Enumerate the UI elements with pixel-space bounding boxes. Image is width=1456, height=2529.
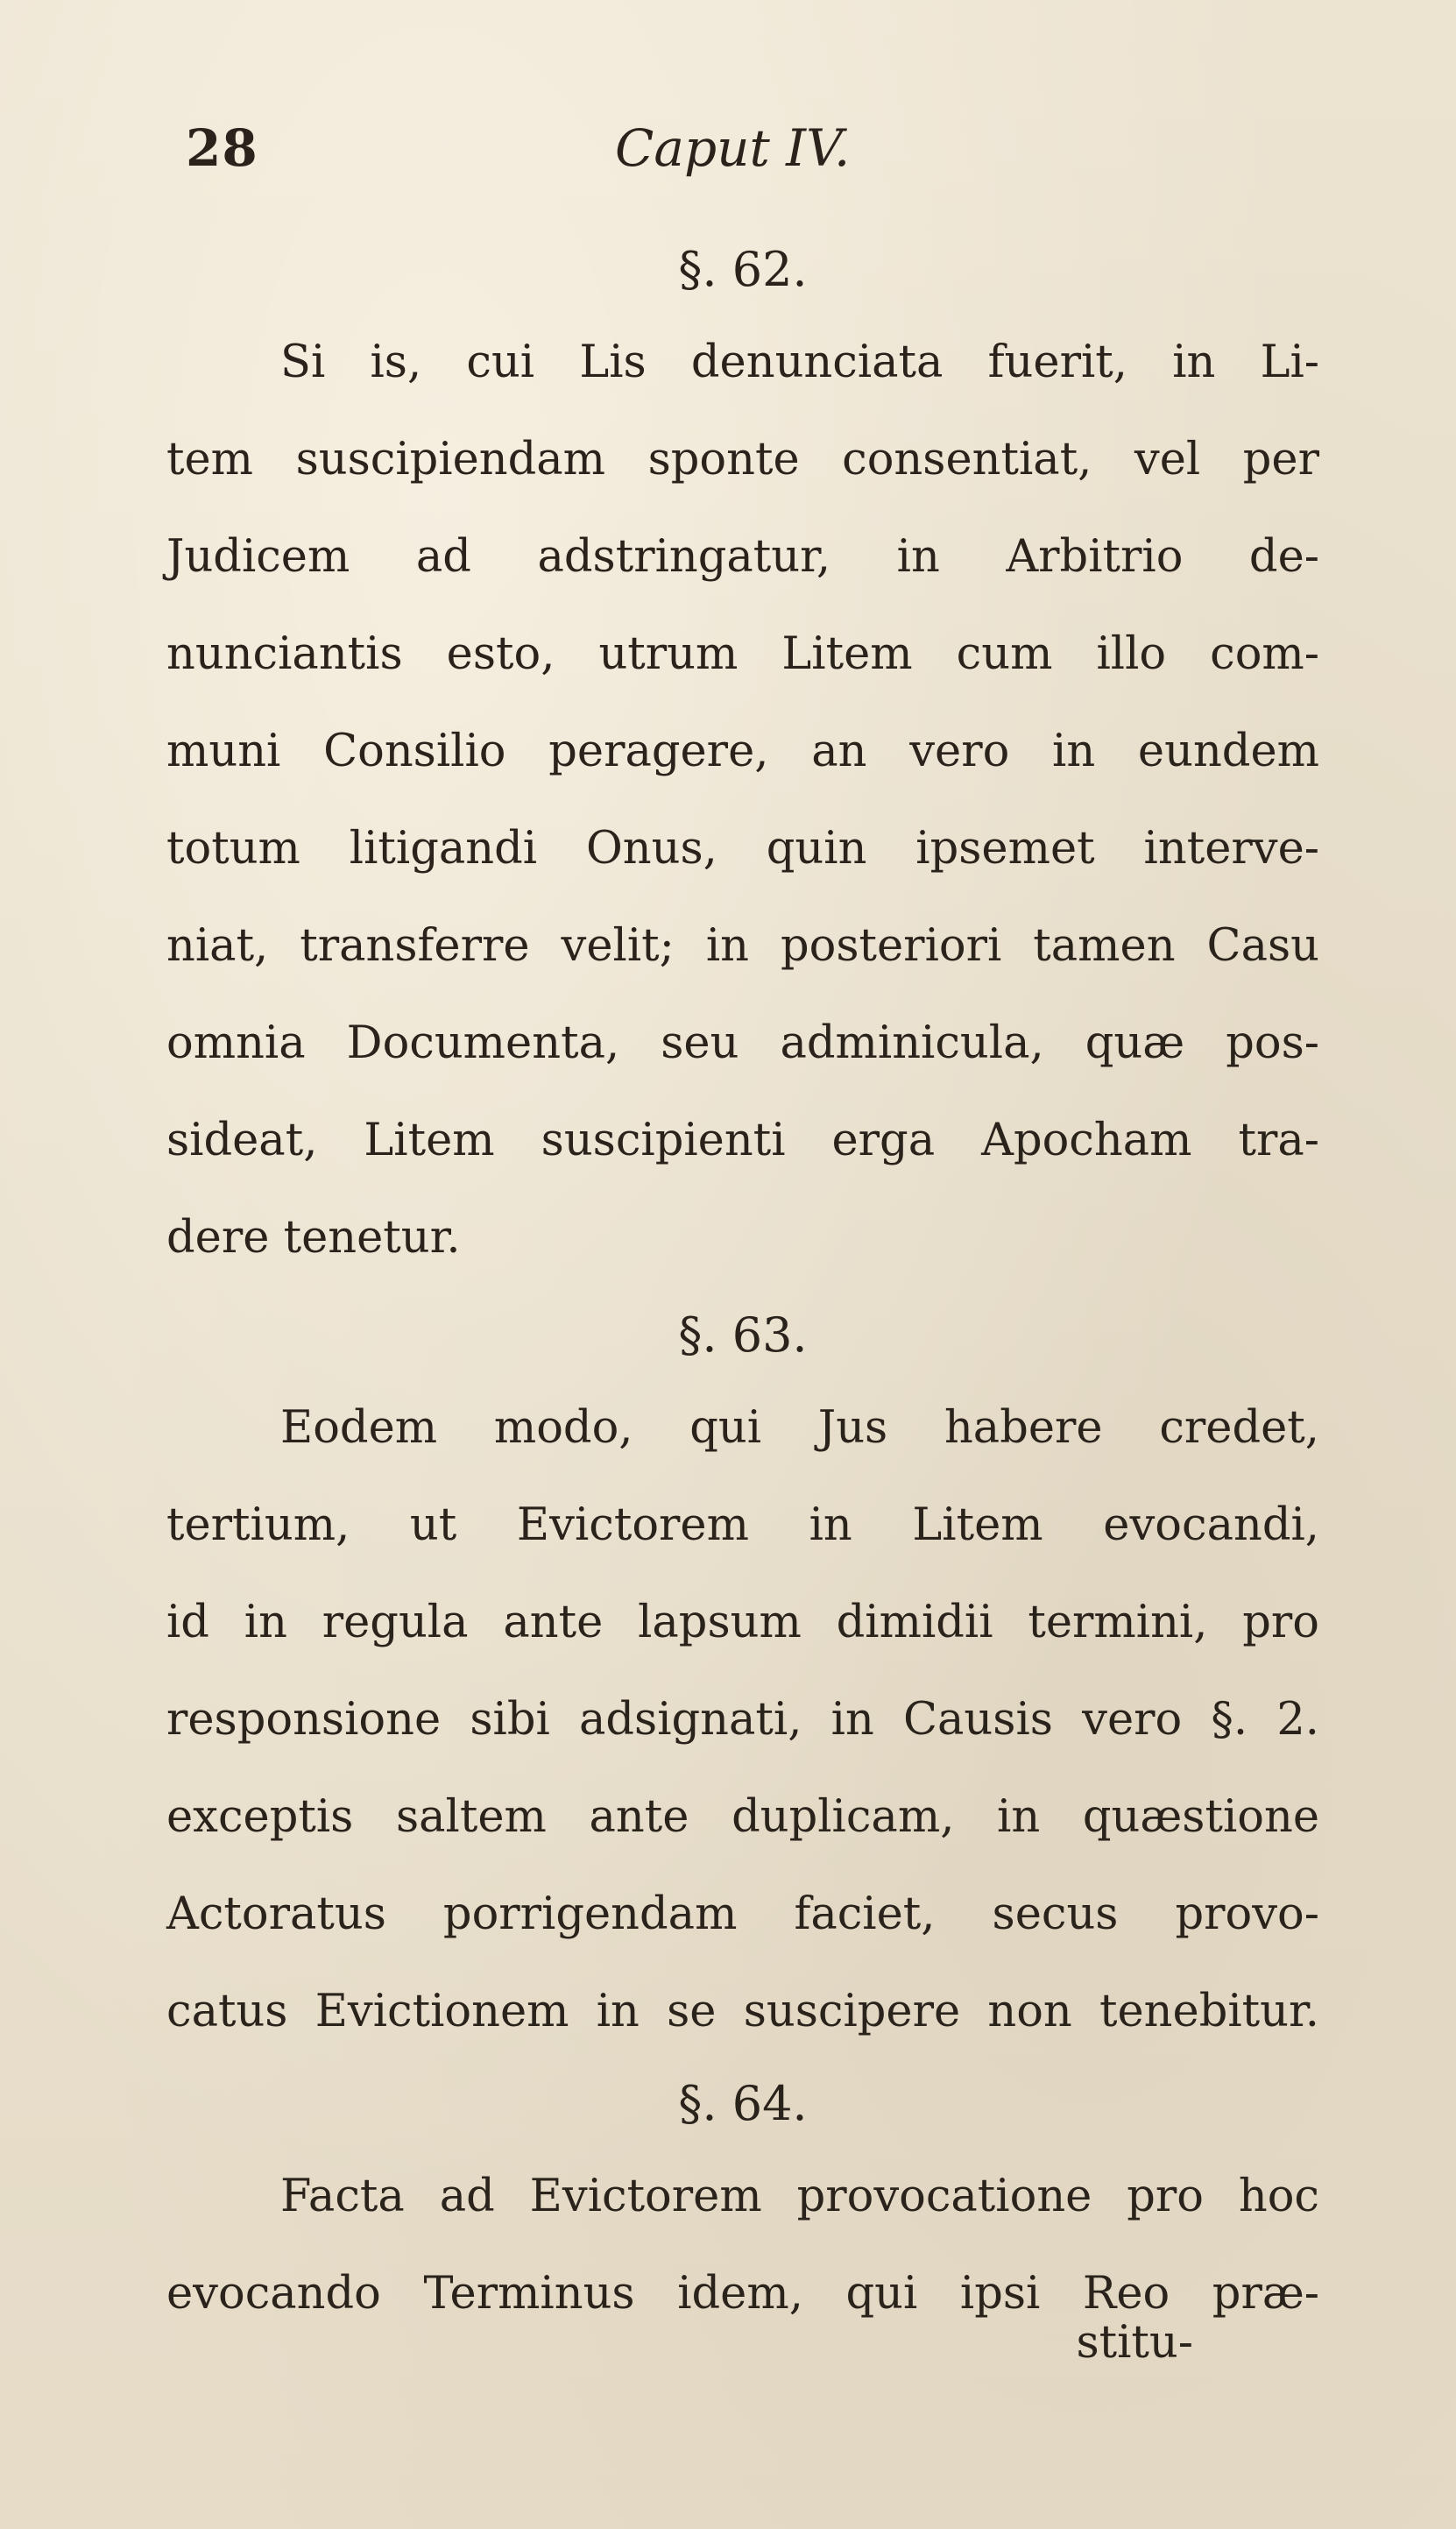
text-line: exceptis saltem ante duplicam, in quæstione (166, 1791, 1319, 1843)
section-mark-64: §. 64. (678, 2076, 808, 2131)
text-line: evocando Terminus idem, qui ipsi Reo præ- (166, 2268, 1319, 2320)
section-mark-63: §. 63. (678, 1307, 808, 1363)
text-line: Actoratus porrigendam faciet, secus provo- (166, 1888, 1319, 1940)
text-line: totum litigandi Onus, quin ipsemet interve- (166, 823, 1319, 875)
text-line: dere tenetur. (166, 1212, 461, 1264)
body-text (166, 226, 1319, 2342)
paragraph-62 (166, 314, 1319, 1286)
catchword: stitu- (1076, 2317, 1193, 2369)
text-line: responsione sibi adsignati, in Causis vero §. 2. (166, 1694, 1319, 1746)
text-line: id in regula ante lapsum dimidii termini, pro (166, 1597, 1319, 1648)
page-header (186, 118, 1316, 197)
text-line: sideat, Litem suscipienti erga Apocham tra- (166, 1115, 1319, 1166)
text-line: omnia Documenta, seu adminicula, quæ pos- (166, 1017, 1319, 1069)
text-line: muni Consilio peragere, an vero in eundem (166, 726, 1319, 777)
text-line: nunciantis esto, utrum Litem cum illo com- (166, 628, 1319, 680)
text-line: niat, transferre velit; in posteriori tamen Casu (166, 920, 1319, 972)
text-line: Si is, cui Lis denunciata fuerit, in Li- (280, 336, 1319, 388)
text-line: catus Evictionem in se suscipere non tenebitur. (166, 1986, 1319, 2037)
paragraph-63 (166, 1379, 1319, 2060)
running-head: Caput IV. (615, 118, 851, 178)
text-line: Eodem modo, qui Jus habere credet, (280, 1402, 1319, 1454)
text-line: Facta ad Evictorem provocatione pro hoc (280, 2171, 1319, 2222)
text-line: tertium, ut Evictorem in Litem evocandi, (166, 1499, 1319, 1551)
text-line: tem suscipiendam sponte consentiat, vel per (166, 434, 1319, 485)
section-mark-62: §. 62. (678, 242, 808, 297)
text-line: Judicem ad adstringatur, in Arbitrio de- (166, 531, 1319, 583)
page-number: 28 (186, 118, 258, 178)
